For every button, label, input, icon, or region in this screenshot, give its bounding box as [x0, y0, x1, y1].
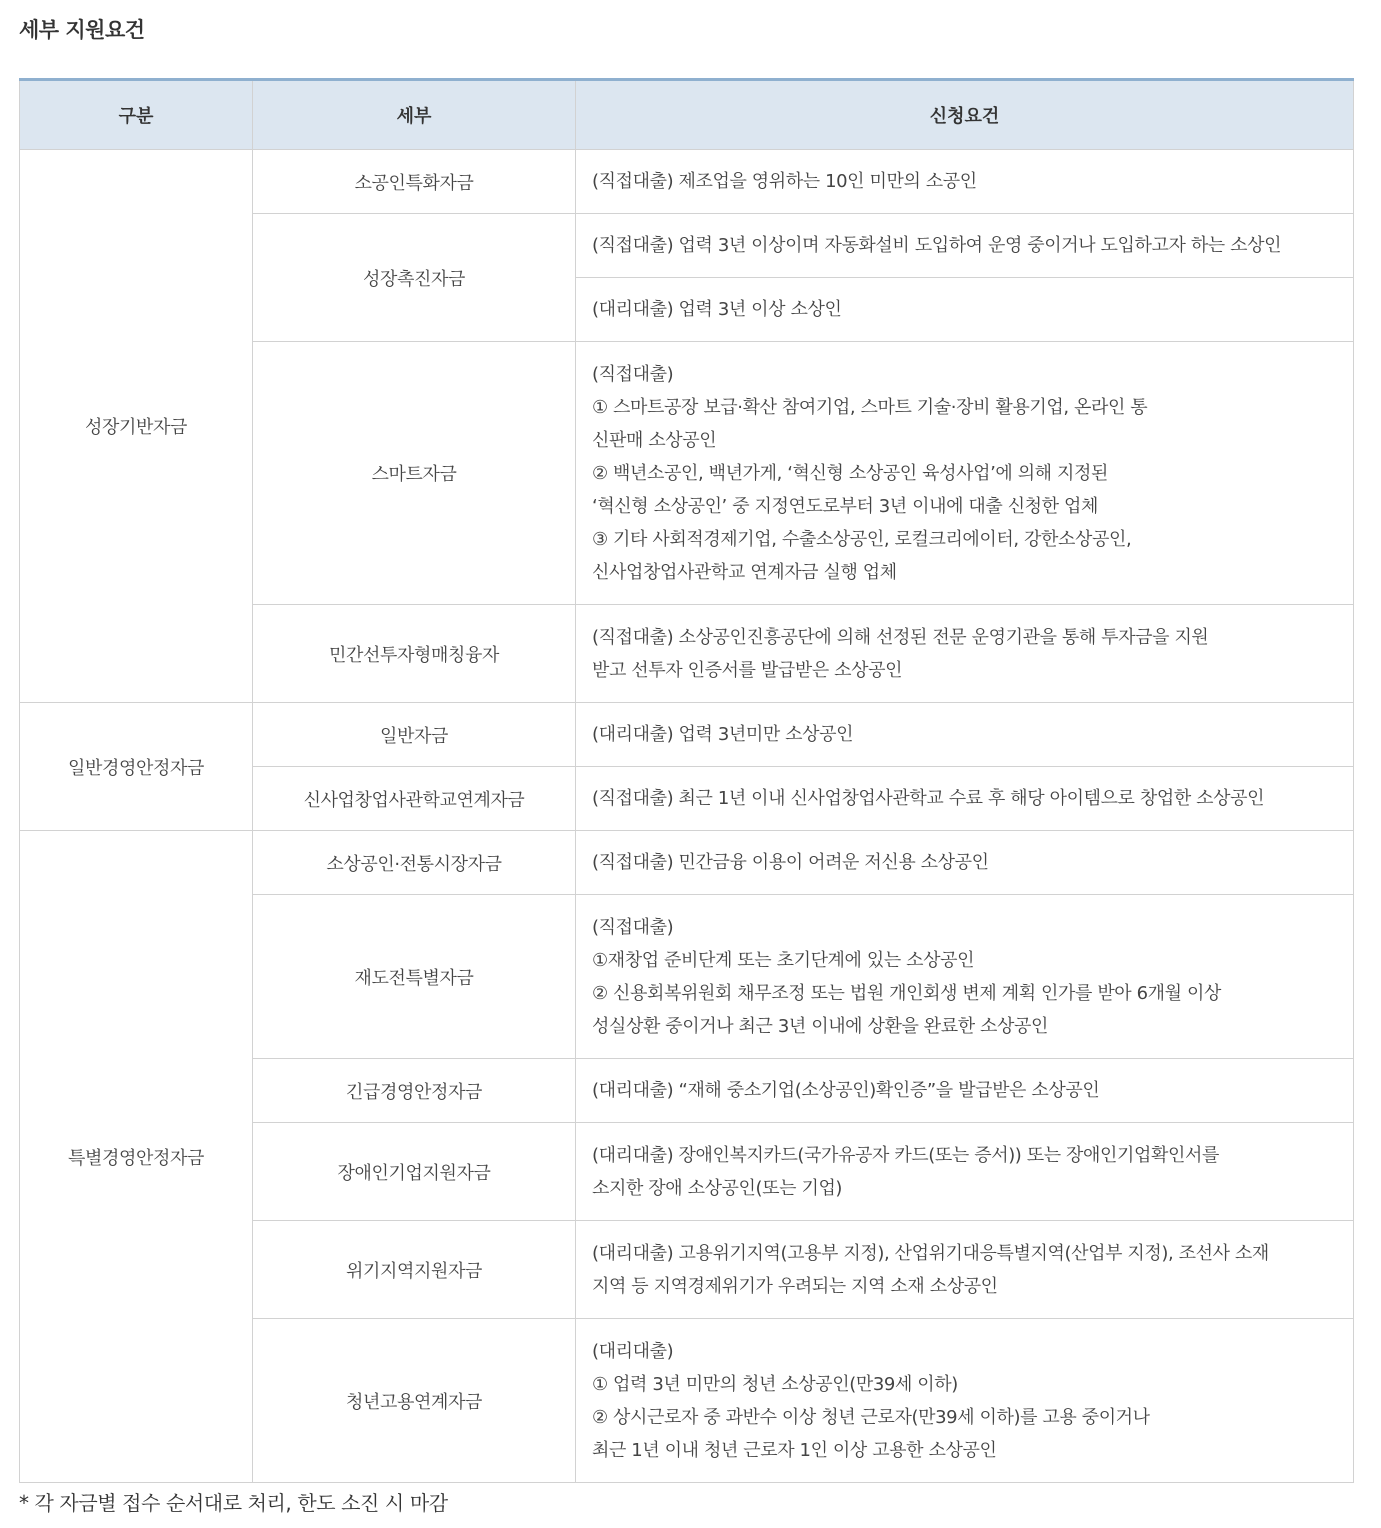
requirement-line: (직접대출) 민간금융 이용이 어려운 저신용 소상공인: [592, 852, 989, 873]
requirement-line: (대리대출) 고용위기지역(고용부 지정), 산업위기대응특별지역(산업부 지정), 조선사 소재: [592, 1243, 1269, 1264]
table-body: [20, 150, 1354, 1483]
table-row: [20, 150, 1354, 214]
requirement-line: 신사업창업사관학교 연계자금 실행 업체: [592, 562, 897, 583]
detail-cell: 긴급경영안정자금: [253, 1059, 576, 1123]
requirement-cell: [576, 150, 1354, 214]
requirement-cell: [576, 703, 1354, 767]
detail-cell: 일반자금: [253, 703, 576, 767]
detail-cell: 성장촉진자금: [253, 214, 576, 342]
detail-cell: 재도전특별자금: [253, 895, 576, 1059]
requirement-cell: [576, 1221, 1354, 1319]
category-cell: 성장기반자금: [20, 150, 253, 703]
requirement-cell: [576, 342, 1354, 605]
requirement-line: (직접대출): [592, 917, 674, 938]
requirement-line: 성실상환 중이거나 최근 3년 이내에 상환을 완료한 소상공인: [592, 1016, 1049, 1037]
requirement-line: ② 상시근로자 중 과반수 이상 청년 근로자(만39세 이하)를 고용 중이거나: [592, 1407, 1150, 1428]
header-category: 구분: [20, 80, 253, 150]
page-title: 세부 지원요건: [19, 18, 145, 42]
requirement-line: 소지한 장애 소상공인(또는 기업): [592, 1178, 843, 1199]
table-header-row: [20, 80, 1354, 150]
requirement-cell: [576, 1319, 1354, 1483]
detail-cell: 신사업창업사관학교연계자금: [253, 767, 576, 831]
requirement-line: (대리대출) 업력 3년 이상 소상인: [592, 299, 842, 320]
requirement-cell: [576, 1123, 1354, 1221]
requirement-line: (직접대출) 최근 1년 이내 신사업창업사관학교 수료 후 해당 아이템으로 창업한 소상공인: [592, 788, 1265, 809]
footnote: * 각 자금별 접수 순서대로 처리, 한도 소진 시 마감: [19, 1491, 448, 1515]
requirement-line: (직접대출) 제조업을 영위하는 10인 미만의 소공인: [592, 171, 977, 192]
requirement-cell: [576, 214, 1354, 278]
requirement-line: ② 백년소공인, 백년가게, ‘혁신형 소상공인 육성사업’에 의해 지정된: [592, 463, 1108, 484]
requirement-line: (대리대출) “재해 중소기업(소상공인)확인증”을 발급받은 소상공인: [592, 1080, 1100, 1101]
detail-cell: 소상공인·전통시장자금: [253, 831, 576, 895]
requirement-line: ① 스마트공장 보급·확산 참여기업, 스마트 기술·장비 활용기업, 온라인 통: [592, 397, 1148, 418]
requirement-line: ①재창업 준비단계 또는 초기단계에 있는 소상공인: [592, 950, 975, 971]
requirement-cell: [576, 831, 1354, 895]
detail-cell: 위기지역지원자금: [253, 1221, 576, 1319]
detail-cell: 스마트자금: [253, 342, 576, 605]
requirement-line: (직접대출): [592, 364, 674, 385]
category-cell: 일반경영안정자금: [20, 703, 253, 831]
header-requirement: 신청요건: [576, 80, 1354, 150]
category-cell: 특별경영안정자금: [20, 831, 253, 1483]
requirement-line: 지역 등 지역경제위기가 우려되는 지역 소재 소상공인: [592, 1276, 998, 1297]
detail-cell: 민간선투자형매칭융자: [253, 605, 576, 703]
requirement-line: ‘혁신형 소상공인’ 중 지정연도로부터 3년 이내에 대출 신청한 업체: [592, 496, 1098, 517]
requirement-line: (직접대출) 업력 3년 이상이며 자동화설비 도입하여 운영 중이거나 도입하고자 하는 소상인: [592, 235, 1282, 256]
requirement-cell: [576, 278, 1354, 342]
table-row: [20, 831, 1354, 895]
requirement-line: 받고 선투자 인증서를 발급받은 소상공인: [592, 660, 903, 681]
requirement-line: (직접대출) 소상공인진흥공단에 의해 선정된 전문 운영기관을 통해 투자금을 지원: [592, 627, 1209, 648]
requirement-line: (대리대출) 업력 3년미만 소상공인: [592, 724, 854, 745]
requirement-line: 최근 1년 이내 청년 근로자 1인 이상 고용한 소상공인: [592, 1440, 997, 1461]
requirement-cell: [576, 767, 1354, 831]
requirements-table: [19, 78, 1354, 1483]
detail-cell: 장애인기업지원자금: [253, 1123, 576, 1221]
requirement-line: 신판매 소상공인: [592, 430, 717, 451]
requirement-cell: [576, 1059, 1354, 1123]
requirement-line: (대리대출): [592, 1341, 674, 1362]
detail-cell: 소공인특화자금: [253, 150, 576, 214]
detail-cell: 청년고용연계자금: [253, 1319, 576, 1483]
requirement-cell: [576, 605, 1354, 703]
requirement-line: ③ 기타 사회적경제기업, 수출소상공인, 로컬크리에이터, 강한소상공인,: [592, 529, 1132, 550]
requirement-cell: [576, 895, 1354, 1059]
requirement-line: (대리대출) 장애인복지카드(국가유공자 카드(또는 증서)) 또는 장애인기업확인서를: [592, 1145, 1219, 1166]
requirement-line: ② 신용회복위원회 채무조정 또는 법원 개인회생 변제 계획 인가를 받아 6개월 이상: [592, 983, 1221, 1004]
header-detail: 세부: [253, 80, 576, 150]
table-row: [20, 703, 1354, 767]
requirement-line: ① 업력 3년 미만의 청년 소상공인(만39세 이하): [592, 1374, 958, 1395]
